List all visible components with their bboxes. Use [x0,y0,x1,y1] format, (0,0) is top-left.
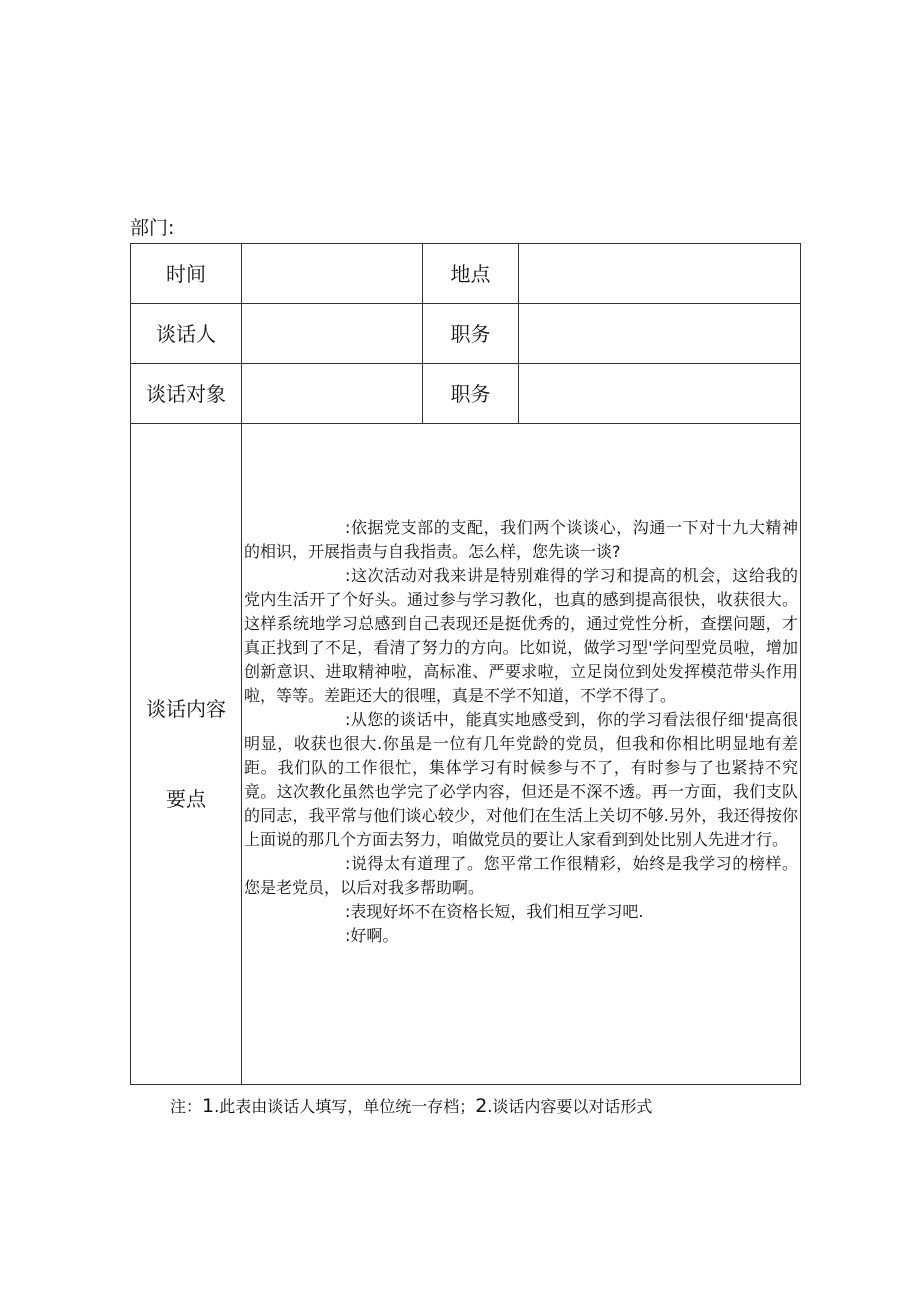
target-position-label: 职务 [423,364,519,424]
content-label [131,424,242,1085]
dialogue-line: :说得太有道理了。您平常工作很精彩，始终是我学习的榜样。您是老党员，以后对我多帮助啊。 [244,854,798,897]
speaker-position-label: 职务 [423,304,519,364]
content-label-line1: 谈话内容 [146,697,226,721]
speaker-field[interactable] [242,304,423,364]
time-label: 时间 [131,244,242,304]
time-place-row [131,244,801,304]
content-row [131,424,801,1085]
footer-note [170,1095,652,1118]
note-text-1: .此表由谈话人填写，单位统一存档； [214,1097,476,1116]
speaker-position-field[interactable] [519,304,801,364]
talk-record-form [130,243,801,1085]
time-field[interactable] [242,244,423,304]
target-field[interactable] [242,364,423,424]
target-row [131,364,801,424]
target-position-field[interactable] [519,364,801,424]
speaker-label: 谈话人 [131,304,242,364]
department-label: 部门: [130,217,175,239]
dialogue-line: :好啊。 [345,926,399,945]
place-label: 地点 [423,244,519,304]
note-number-1: 1 [202,1095,215,1117]
place-field[interactable] [519,244,801,304]
dialogue-line: :依据党支部的支配，我们两个谈谈心，沟通一下对十九大精神的相识，开展指责与自我指责。怎么样，您先谈一谈? [244,518,798,561]
content-label-line2: 要点 [166,787,206,811]
note-prefix: 注： [170,1097,203,1116]
speaker-row [131,304,801,364]
content-field[interactable] [242,424,801,1085]
dialogue-line: :这次活动对我来讲是特别难得的学习和提高的机会，这给我的党内生活开了个好头。通过参与学习教化，也真的感到提高很快，收获很大。这样系统地学习总感到自己表现还是挺优秀的，通过党性分析，查摆问题，才真正找到了不足，看清了努力的方向。比如说，做学习型'学问型党员啦，增加创新意识、进取精神啦，高标准、严要求啦，立足岗位到处发挥模范带头作用啦，等等。差距还大的很哩，真是不学不知道，不学不得了。 [244,566,798,705]
target-label: 谈话对象 [131,364,242,424]
dialogue-line: :从您的谈话中，能真实地感受到，你的学习看法很仔细'提高很明显，收获也很大.你虽是一位有几年党龄的党员，但我和你相比明显地有差距。我们队的工作很忙，集体学习有时候参与不了，有时参与了也紧持不究竟。这次教化虽然也学完了必学内容，但还是不深不透。再一方面，我们支队的同志，我平常与他们谈心较少，对他们在生活上关切不够.另外，我还得按你上面说的那几个方面去努力，咱做党员的要让人家看到到处比别人先进才行。 [244,710,798,849]
dialogue-line: :表现好坏不在资格长短，我们相互学习吧. [345,902,644,921]
note-number-2: 2 [475,1095,488,1117]
note-text-2: .谈话内容要以对话形式 [487,1097,653,1116]
